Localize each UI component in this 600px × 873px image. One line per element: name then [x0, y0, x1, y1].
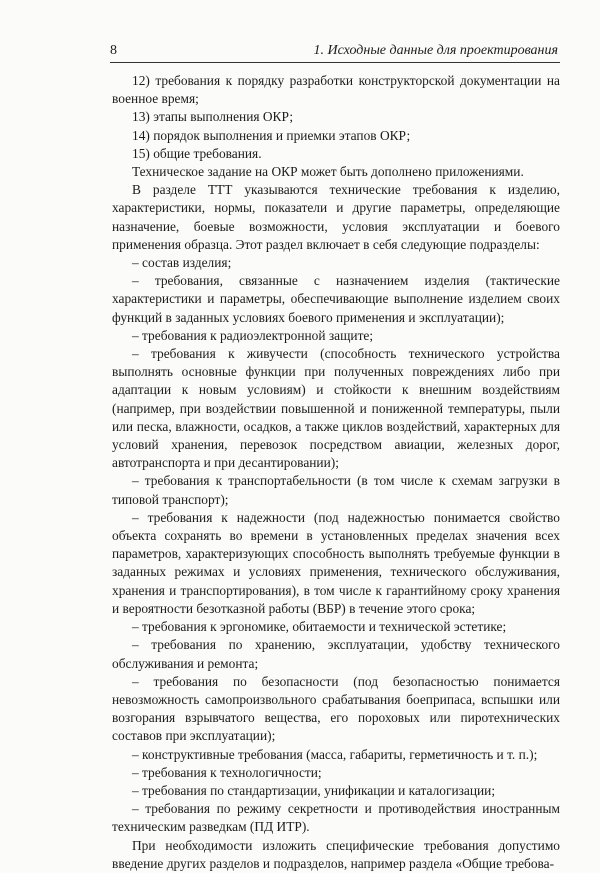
list-item-radio-protection: – требования к радиоэлектронной защите;: [132, 327, 374, 343]
list-item-ergonomics: – требования к эргономике, обитаемости и технической эстетике;: [132, 619, 507, 635]
list-item-composition: – состав изделия;: [132, 255, 232, 271]
paragraph-item-13: 13) этапы выполнения ОКР;: [132, 109, 294, 125]
page-number: 8: [110, 43, 117, 58]
list-item-safety: – требования по безопасности (под безопасностью понимается невозможность самопроизвольного срабатывания боеприпаса, вспышки или возгорания взрывчатого вещества, его пороховых или пиротехнических составов при эксплуатации);: [112, 673, 560, 744]
list-item-standardization: – требования по стандартизации, унификации и каталогизации;: [132, 782, 496, 798]
list-item-manufacturability: – требования к технологичности;: [132, 764, 322, 780]
list-item-survivability: – требования к живучести (способность технического устройства выполнять основные функции при полученных повреждениях либо при адаптации к новым условиям) и стойкости к внешним воздействиям (например, при воздействии повышенной и пониженной температуры, пыли или песка, влажности, осадков, а также циклов воздействий, характерных для условий хранения, перевозок посредством авиации, железных дорог, автотранспорта и при десантировании);: [112, 346, 560, 471]
paragraph-item-15: 15) общие требования.: [132, 145, 262, 161]
paragraph-item-14: 14) порядок выполнения и приемки этапов ОКР;: [132, 127, 411, 143]
list-item-storage: – требования по хранению, эксплуатации, удобству технического обслуживания и ремонта;: [112, 637, 560, 671]
list-item-transportability: – требования к транспортабельности (в том числе к схемам загрузки в типовой транспорт);: [112, 473, 560, 507]
paragraph-appendices: Техническое задание на ОКР может быть дополнено приложениями.: [132, 164, 524, 180]
page-header: [110, 42, 560, 63]
paragraph-closing: При необходимости изложить специфические требования допустимо введение других разделов и подразделов, например раздела «Общие требова-: [112, 837, 560, 871]
paragraph-item-12: 12) требования к порядку разработки конструкторской документации на военное время;: [112, 73, 560, 107]
paragraph-ttt-intro: В разделе ТТТ указываются технические требования к изделию, характеристики, нормы, показатели и другие параметры, определяющие назначение, боевые возможности, условия эксплуатации и боевого применения образца. Этот раздел включает в себя следующие подразделы:: [112, 182, 560, 252]
list-item-purpose: – требования, связанные с назначением изделия (тактические характеристики и параметры, обеспечивающие выполнение изделием своих функций в заданных условиях боевого применения и эксплуатации);: [112, 273, 560, 325]
list-item-secrecy: – требования по режиму секретности и противодействия иностранным техническим разведкам (ПД ИТР).: [112, 801, 560, 835]
list-item-reliability: – требования к надежности (под надежностью понимается свойство объекта сохранять во времени в установленных пределах значения всех параметров, характеризующих способность выполнять требуемые функции в заданных режимах и условиях применения, технического обслуживания, хранения и транспортирования), в том числе к гарантийному сроку хранения и вероятности безотказной работы (ВБР) в течение этого срока;: [112, 509, 560, 616]
body-text: [112, 72, 560, 873]
list-item-design: – конструктивные требования (масса, габариты, герметичность и т. п.);: [132, 746, 538, 762]
running-title: 1. Исходные данные для проектирования: [313, 43, 558, 58]
